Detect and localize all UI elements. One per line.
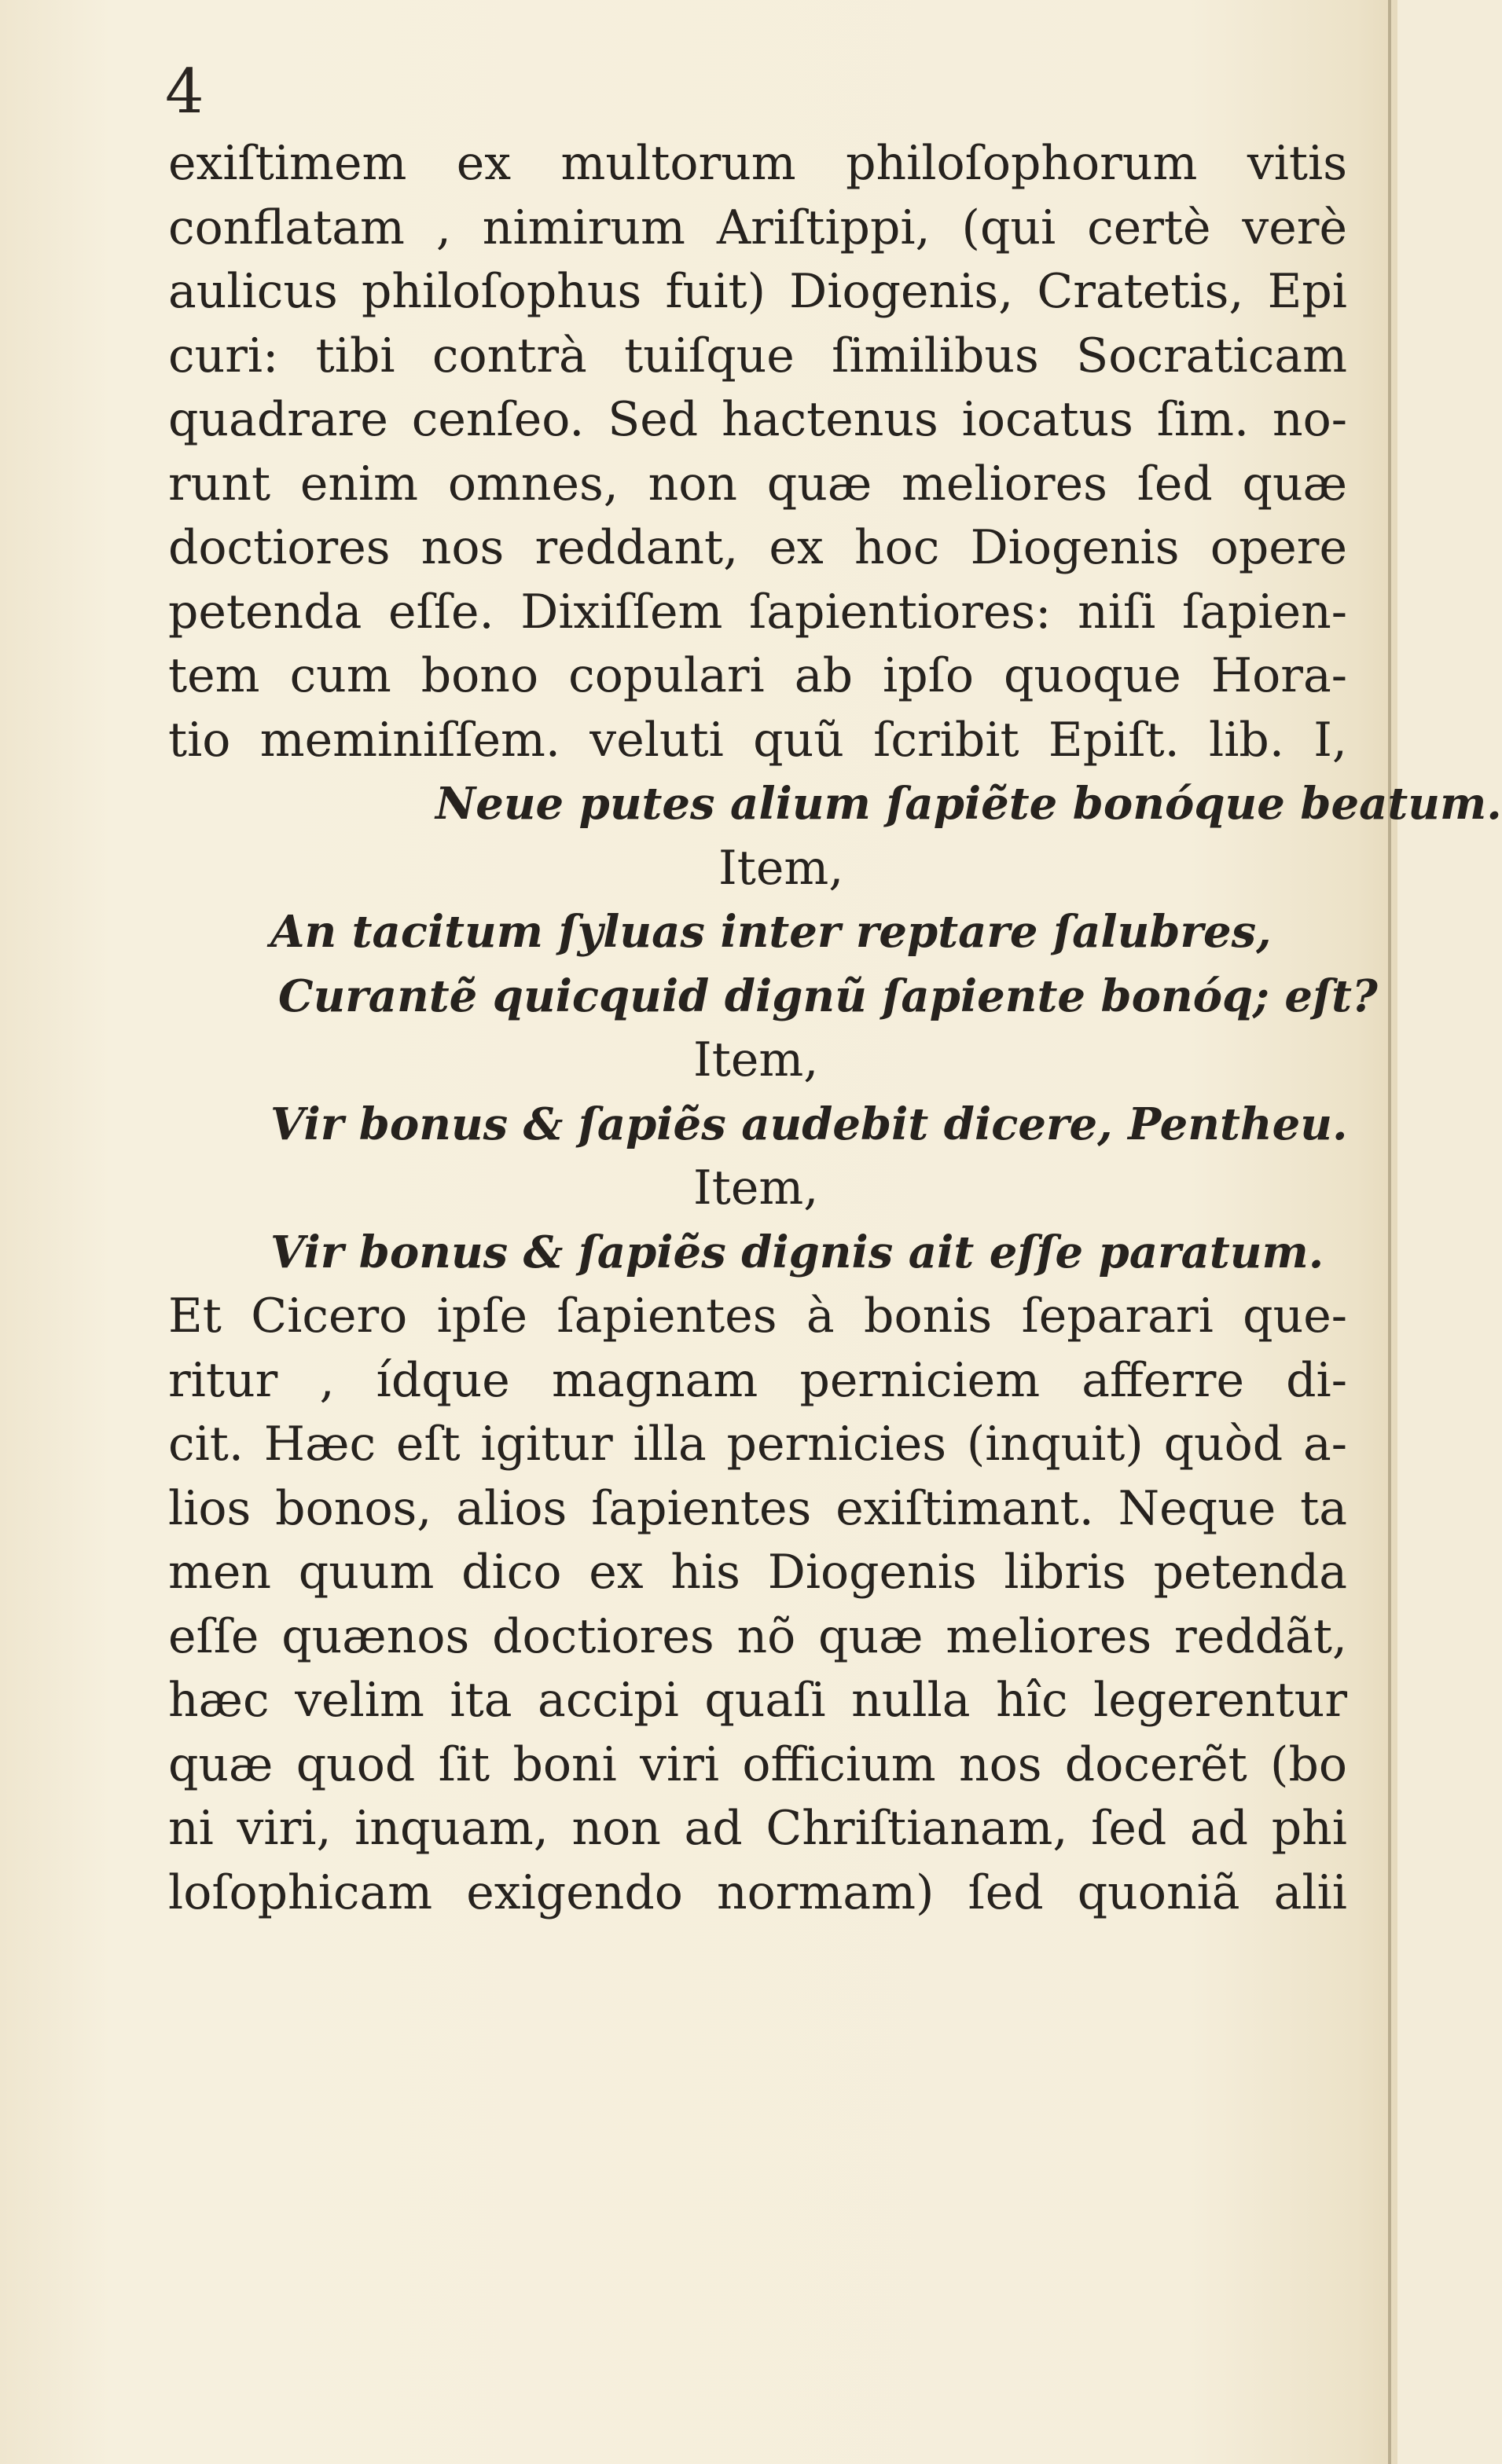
text-line: conflatam , nimirum Ariſtippi, (qui certè verè — [168, 200, 1347, 255]
text-line: exiſtimem ex multorum philoſophorum vitis — [168, 136, 1347, 191]
text-line: runt enim omnes, non quæ meliores ſed quæ — [168, 456, 1347, 512]
item-label: Item, — [718, 840, 844, 896]
verse-line: Vir bonus & ſapiẽs dignis ait eſſe paratum. — [270, 1226, 1324, 1278]
item-label: Item, — [693, 1160, 819, 1216]
verse-line: Vir bonus & ſapiẽs audebit dicere, Pentheu. — [270, 1098, 1348, 1150]
text-line: ritur , ídque magnam perniciem afferre di- — [168, 1352, 1347, 1408]
page-edge-shadow — [1388, 0, 1391, 2464]
text-line: quæ quod ſit boni viri officium nos docerẽt (bo — [168, 1736, 1347, 1792]
text-line: curi: tibi contrà tuiſque ſimilibus Socraticam — [168, 328, 1347, 383]
verse-line: Neue putes alium ſapiẽte bonóque beatum. — [435, 778, 1502, 830]
verse-line: Curantẽ quicquid dignũ ſapiente bonóq; eſt? — [278, 970, 1378, 1022]
verse-line: An tacitum ſyluas inter reptare ſalubres, — [270, 906, 1272, 958]
text-line: doctiores nos reddant, ex hoc Diogenis opere — [168, 520, 1347, 575]
text-line: men quum dico ex his Diogenis libris petenda — [168, 1545, 1347, 1600]
text-line: tem cum bono copulari ab ipſo quoque Hora- — [168, 648, 1347, 703]
text-line: aulicus philoſophus fuit) Diogenis, Cratetis, Epi — [168, 264, 1347, 319]
text-line: loſophicam exigendo normam) ſed quoniã alii — [168, 1864, 1347, 1920]
text-line: eſſe quænos doctiores nõ quæ meliores reddãt, — [168, 1608, 1347, 1664]
text-line: hæc velim ita accipi quaſi nulla hîc legerentur — [168, 1673, 1347, 1728]
text-line: Et Cicero ipſe ſapientes à bonis ſeparari que- — [168, 1289, 1347, 1344]
text-line: ni viri, inquam, non ad Chriſtianam, ſed ad phi — [168, 1801, 1347, 1856]
item-label: Item, — [693, 1032, 819, 1087]
page-number: 4 — [165, 57, 204, 127]
body-text — [168, 132, 1502, 1925]
text-line: quadrare cenſeo. Sed hactenus iocatus ſim. no- — [168, 392, 1347, 447]
text-line: lios bonos, alios ſapientes exiſtimant. Neque ta — [168, 1480, 1347, 1536]
text-line: cit. Hæc eſt igitur illa pernicies (inquit) quòd a- — [168, 1417, 1347, 1472]
text-line: tio meminiſſem. veluti quũ ſcribit Epiſt. lib. I, — [168, 712, 1347, 768]
text-line: petenda eſſe. Dixiſſem ſapientiores: niſi ſapien- — [168, 584, 1347, 640]
